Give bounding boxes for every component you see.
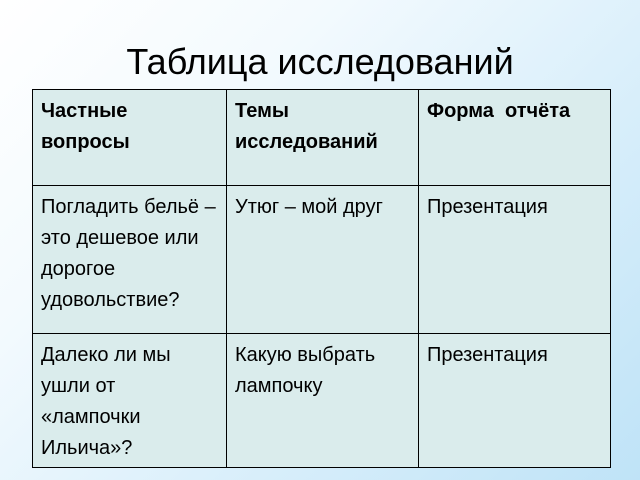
cell-topic: Какую выбрать лампочку <box>227 334 419 468</box>
table-row <box>33 334 611 468</box>
table-header-row <box>33 90 611 186</box>
header-questions: Частные вопросы <box>33 90 227 186</box>
cell-question: Далеко ли мы ушли от «лампочки Ильича»? <box>33 334 227 468</box>
cell-report-form: Презентация <box>419 186 611 334</box>
research-table <box>32 89 611 468</box>
header-report-form: Форма отчёта <box>419 90 611 186</box>
header-topics: Темы исследований <box>227 90 419 186</box>
cell-report-form: Презентация <box>419 334 611 468</box>
cell-question: Погладить бельё –это дешевое или дорогое удовольствие? <box>33 186 227 334</box>
cell-topic: Утюг – мой друг <box>227 186 419 334</box>
slide-title: Таблица исследований <box>126 41 514 82</box>
table-row <box>33 186 611 334</box>
